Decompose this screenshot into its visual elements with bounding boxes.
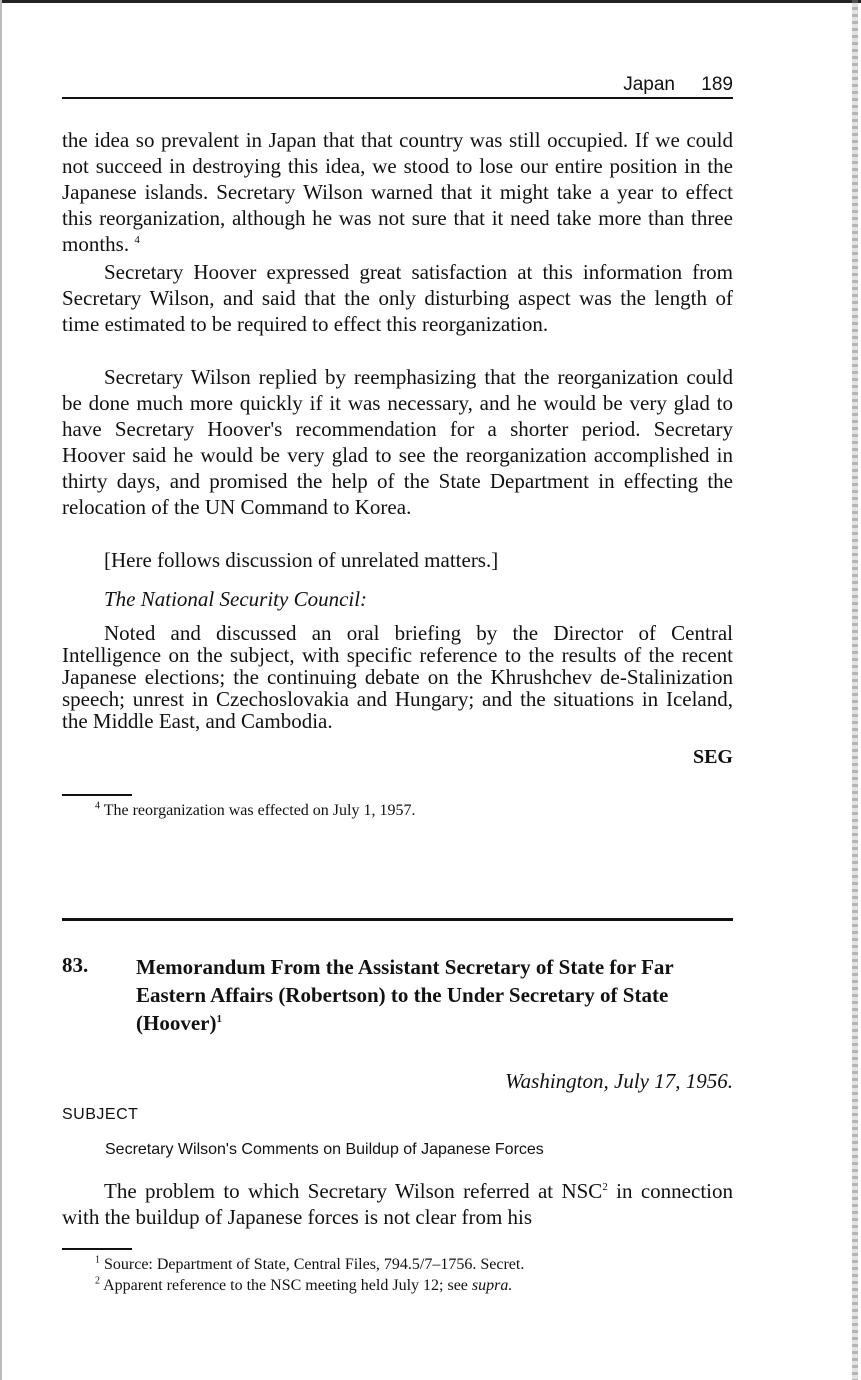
footnote-1-marker: 1 xyxy=(95,1254,100,1266)
document-separator xyxy=(62,918,733,921)
header-rule xyxy=(62,97,733,99)
page-top-border xyxy=(0,0,861,3)
memo-paragraph-1 xyxy=(62,1178,733,1230)
memo-text-b: in connection with the buildup of Japanese forces is not clear from his xyxy=(62,1179,733,1229)
paragraph-3: Secretary Wilson replied by reemphasizing that the reorganization could be done much more quickly if it was necessary, and he would be very glad to have Secretary Hoover's recommendation for a shorter period. Secretary Hoover said he would be very glad to see the reorganization accomplished in thirty days, and promised the help of the State Department in effecting the relocation of the UN Command to Korea. xyxy=(62,365,733,519)
footnote-2-supra: supra. xyxy=(471,1277,513,1294)
document-title-text: Memorandum From the Assistant Secretary of State for Far Eastern Affairs (Robertson) to the Under Secretary of State (Hoover) xyxy=(136,955,674,1035)
header-title: Japan xyxy=(623,74,675,95)
page-number: 189 xyxy=(701,74,733,95)
footnote-ref-4[interactable]: 4 xyxy=(134,234,140,246)
dateline: Washington, July 17, 1956. xyxy=(505,1069,733,1093)
footnote-1 xyxy=(95,1254,735,1275)
footnote-rule xyxy=(62,794,132,796)
paragraph-5: Noted and discussed an oral briefing by the Director of Central Intelligence on the subject, with specific reference to the results of the recent Japanese elections; the continuing debate on the Khrushchev de-Stalinization speech; unrest in Czechoslovakia and Hungary; and the situations in Iceland, the Middle East, and Cambodia. xyxy=(62,621,733,733)
nsc-heading: The National Security Council: xyxy=(104,587,368,611)
footnote-rule-2 xyxy=(62,1248,132,1250)
footnote-1-text: Source: Department of State, Central Files, 794.5/7–1756. Secret. xyxy=(104,1256,525,1273)
paragraph-2: Secretary Hoover expressed great satisfaction at this information from Secretary Wilson, and said that the only disturbing aspect was the length of time estimated to be required to effect this reorganization. xyxy=(62,260,733,336)
paragraph-4: [Here follows discussion of unrelated matters.] xyxy=(104,548,499,572)
subject-text: Secretary Wilson's Comments on Buildup of Japanese Forces xyxy=(105,1141,544,1158)
paragraph-1-text: the idea so prevalent in Japan that that country was still occupied. If we could not succeed in destroying this idea, we stood to lose our entire position in the Japanese islands. Secretary Wilson warned that it might take a year to effect this reorganization, although he was not sure that it need take more than three months. xyxy=(62,128,733,256)
source-footnote-ref[interactable]: 1 xyxy=(216,1013,222,1025)
running-header xyxy=(62,72,733,98)
footnote-4 xyxy=(95,800,735,821)
initials: SEG xyxy=(692,746,733,768)
page-right-edge xyxy=(852,0,858,1380)
footnote-2 xyxy=(95,1275,735,1296)
document-title xyxy=(136,953,736,1037)
subject-label: SUBJECT xyxy=(62,1106,139,1123)
footnote-2-text: Apparent reference to the NSC meeting held July 12; see xyxy=(103,1277,468,1294)
document-number: 83. xyxy=(62,953,89,977)
footnote-2-marker: 2 xyxy=(95,1275,100,1287)
footnote-ref-2[interactable]: 2 xyxy=(602,1181,608,1193)
paragraph-1 xyxy=(62,127,733,257)
page-left-border xyxy=(0,0,2,1380)
memo-text-a: The problem to which Secretary Wilson referred at NSC xyxy=(104,1179,603,1203)
footnote-4-marker: 4 xyxy=(95,800,100,812)
footnote-4-text: The reorganization was effected on July 1, 1957. xyxy=(103,802,416,819)
